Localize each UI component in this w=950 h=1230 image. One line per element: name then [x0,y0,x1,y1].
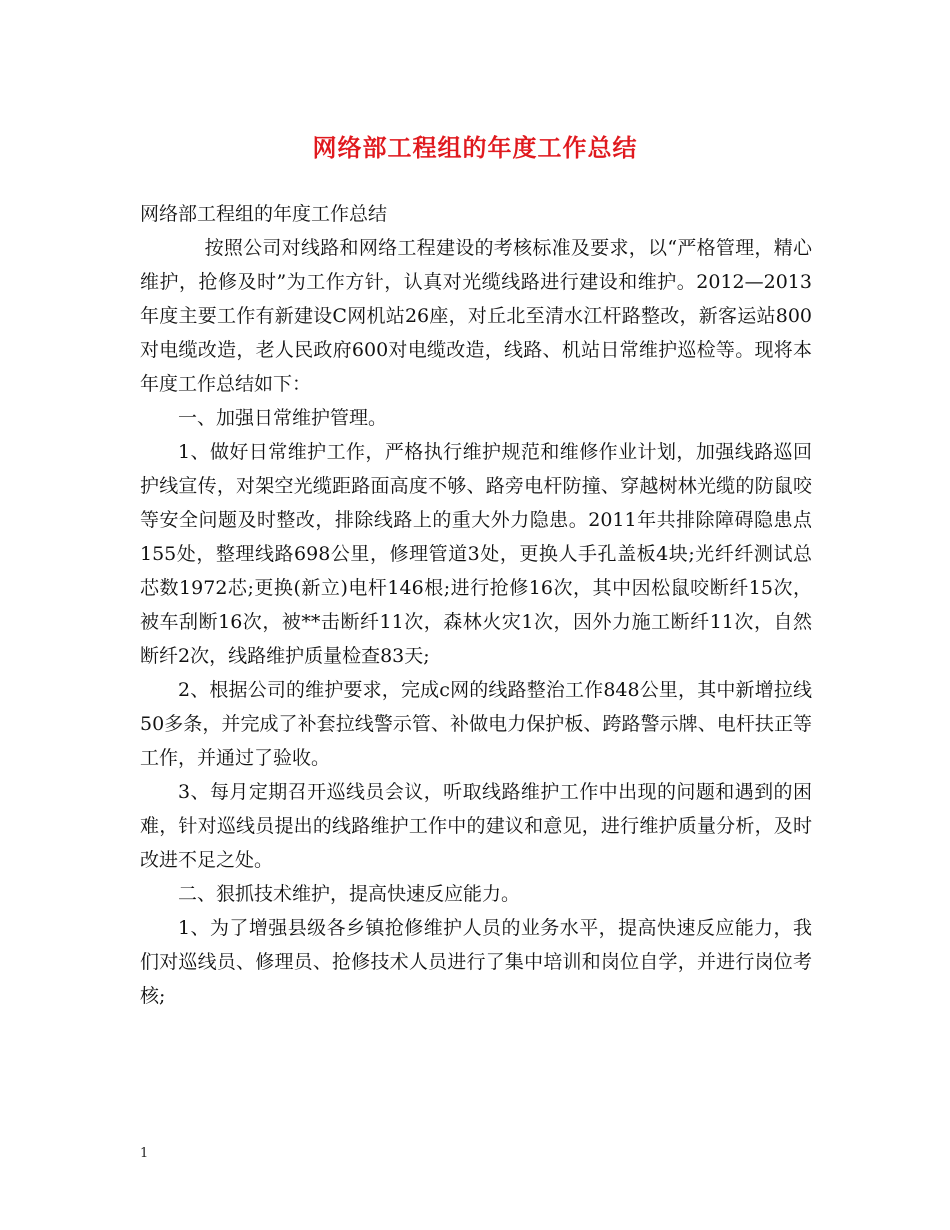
intro-paragraph: 按照公司对线路和网络工程建设的考核标准及要求，以“严格管理，精心维护，抢修及时”为工作方针，认真对光缆线路进行建设和维护。2012—2013年度主要工作有新建设C网机站26座，对丘北至清水江杆路整改，新客运站800对电缆改造，老人民政府600对电缆改造，线路、机站日常维护巡检等。现将本年度工作总结如下： [140,237,812,395]
section-1-item-2: 2、根据公司的维护要求，完成c网的线路整治工作848公里，其中新增拉线50多条，并完成了补套拉线警示管、补做电力保护板、跨路警示牌、电杆扶正等工作，并通过了验收。 [140,679,812,769]
document-title: 网络部工程组的年度工作总结 [312,133,638,162]
document-subheading: 网络部工程组的年度工作总结 [140,203,388,225]
section-1-item-1: 1、做好日常维护工作，严格执行维护规范和维修作业计划，加强线路巡回护线宣传，对架空光缆距路面高度不够、路旁电杆防撞、穿越树林光缆的防鼠咬等安全问题及时整改，排除线路上的重大外力隐患。2011年共排除障碍隐患点155处，整理线路698公里，修理管道3处，更换人手孔盖板4块;光纤纤测试总芯数1972芯;更换(新立)电杆146根;进行抢修16次，其中因松鼠咬断纤15次，被车刮断16次，被**击断纤11次，森林火灾1次，因外力施工断纤11次，自然断纤2次，线路维护质量检查83天; [140,441,812,667]
document-body [140,197,812,1013]
section-heading-2: 二、狠抓技术维护，提高快速反应能力。 [178,883,521,905]
section-heading-1: 一、加强日常维护管理。 [178,407,388,429]
section-1-item-3: 3、每月定期召开巡线员会议，听取线路维护工作中出现的问题和遇到的困难，针对巡线员提出的线路维护工作中的建议和意见，进行维护质量分析，及时改进不足之处。 [140,781,812,871]
section-2-item-1: 1、为了增强县级各乡镇抢修维护人员的业务水平，提高快速反应能力，我们对巡线员、修理员、抢修技术人员进行了集中培训和岗位自学，并进行岗位考核; [140,917,812,1007]
page-number: 1 [140,1146,149,1161]
